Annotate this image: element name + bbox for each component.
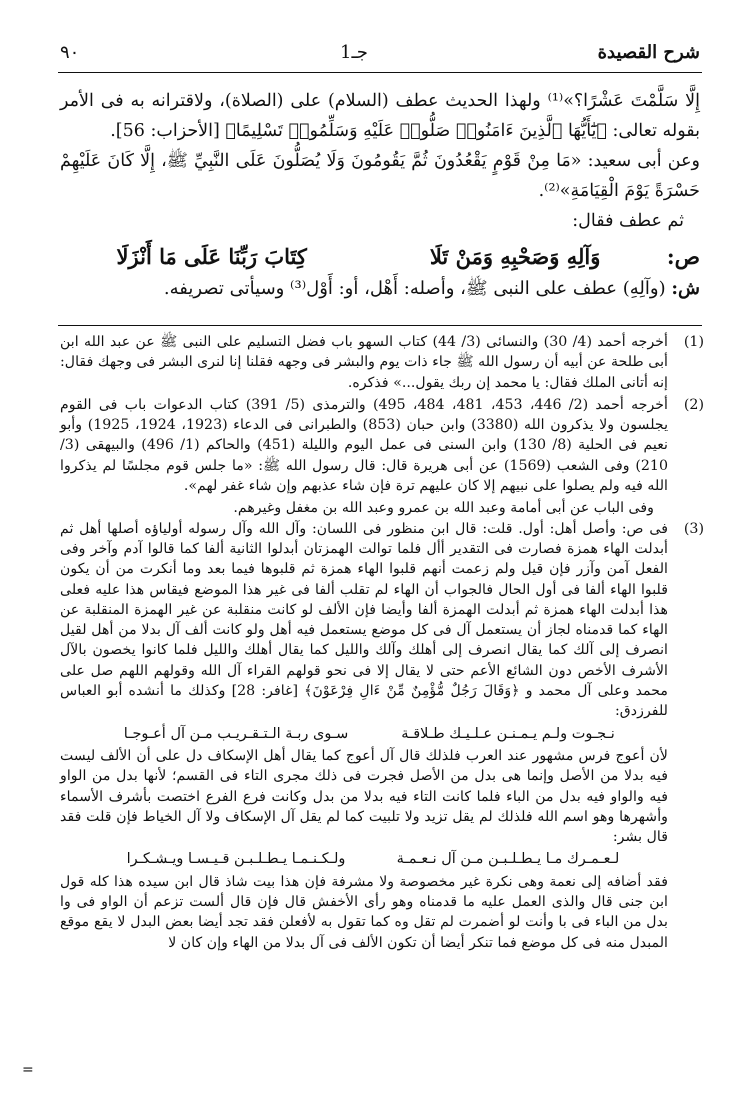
footnote-text: فى ص: وأصل أهل: أول. قلت: قال ابن منظور فى اللسان: وآل الله وآل رسوله أولياؤه أصلها أهل ثم أبدلت الهاء همزة فصارت فى التقدير أأل فلما توالت الهمزتان أبدلوا الثانية ألفا كما قالوا آدم وآخر وفى الفعل آمن وآزر فإن قيل ولم زعمت أنهم قلبوا الهاء همزة ثم قلبوها فيما بعد وما أنكرت من أن يكون قلبوا الهاء ألفا فى أول الحال فالجواب أن الهاء لم تقلب ألفا فى غير هذا الموضع فيقاس هذا عليه فعلى هذا أبدلت الهاء همزة ثم أبدلت الهمزة ألفا وأيضا فإن الألف لو كانت منقلبة عن غير الهمزة المنقلبة عن الهاء كما قدمناه لجاز أن يستعمل آل فى كل موضع يستعمل فيه أهل ولو كانت ألف آل بدلا من أهل لقيل انصرف إلى آلك كما يقال انصرف إلى أهلك وآلك والليل كما يقال أهلك والليل فلما كانوا يخصون بالآل الأشرف الأخص دون الشائع الأعم حتى لا يقال إلا فى نحو قولهم القراء آل الله وقولهم اللهم صل على محمد وعلى آل محمد و ﴿وَقَالَ رَجُلٌ مُّؤْمِنٌ مِّنْ ءَالِ فِرْعَوْنَ﴾ [غافر: 28] وكذلك ما أنشده أبو العباس للفرزدق: — [60, 520, 668, 720]
footnote-poem-verse-2 — [60, 849, 704, 869]
footnote-divider — [58, 325, 702, 326]
footnote-number: (2) — [683, 396, 704, 413]
footnote-poem-verse-1 — [60, 724, 704, 744]
footnote-number: (1) — [683, 334, 704, 350]
header-divider — [58, 72, 702, 73]
main-paragraph-3: ثم عطف فقال: — [572, 211, 684, 231]
verse-label: ص: — [666, 244, 700, 269]
verse-first-hemistich: وَآلِهِ وَصَحْبِهِ وَمَنْ تَلَا — [429, 244, 601, 269]
footnotes — [60, 332, 704, 953]
footnote-3 — [60, 519, 704, 722]
main-paragraph-1: إِلَّا سَلَّمْتَ عَشْرًا؟»⁽¹⁾ ولهذا الحديث عطف (السلام) على (الصلاة)، ولاقترانه به فى الأمر بقوله تعالى: ﴿يَٰٓأَيُّهَا ٱلَّذِينَ ءَامَنُوا۟ صَلُّوا۟ عَلَيْهِ وَسَلِّمُوا۟ تَسْلِيمًا﴾ [الأحزاب: 56]. — [60, 91, 701, 141]
footnote-text: أخرجه أحمد (2/ 446، 453، 481، 484، 495) والترمذى (5/ 391) كتاب الدعوات باب فى القوم يجلسون ولا يذكرون الله (3380) وابن حبان (853) والطبرانى فى الدعاء (1923، 1924، 1925) وأبو نعيم فى الحلية (8/ 130) وابن السنى فى عمل اليوم والليلة (451) والحاكم (1/ 496) والبيهقى (3/ 210) وفى الشعب (1569) عن أبى هريرة قال: قال رسول الله ﷺ: «ما جلس قوم مجلسًا لم يذكروا الله فيه ولم يصلوا على نبيهم إلا كان عليهم ترة فإن شاء عذبهم وإن شاء غفر لهم». — [60, 396, 669, 495]
verse-first-hemistich: لـعـمـرك مـا يـطـلـبـن مـن آل نـعـمـة — [396, 851, 620, 868]
footnote-2-extra: وفى الباب عن أبى أمامة وعبد الله بن عمرو وعبد الله بن مغفل وغيرهم. — [233, 500, 654, 517]
page-header — [60, 40, 700, 70]
commentary-label: ش: — [671, 278, 700, 299]
footnote-1 — [60, 332, 704, 393]
verse-second-hemistich: كِتَابَ رَبِّنَا عَلَى مَا أَنْزَلَا — [116, 244, 307, 269]
main-text — [60, 86, 700, 304]
volume-label: جـ1 — [340, 42, 368, 63]
footnote-number: (3) — [683, 520, 704, 537]
continuation-mark: = — [22, 1062, 34, 1078]
footnote-3-continued: لأن أعوج فرس مشهور عند العرب فلذلك قال آل أعوج كما يقال أهل الإسكاف دل على أن الألف ليست فيه بدلا من الأصل وإنما هى بدل من الأصل فجرت فى ذلك مجرى التاء فى القسم؛ لأنها بدل من الواو فيه والواو فيه بدل من الباء فلما كانت التاء فيه بدلا من بدل وكانت فرع الفرع اختصت بأشرف الأسماء وأشهرها وهو اسم الله فلذلك لم يقل تزيد ولا تلبيت كما لم يقل آل الإسكاف ولا آل الخياط فإن قلت فقد قال بشر: — [60, 747, 668, 846]
poem-verse — [60, 240, 700, 274]
verse-first-hemistich: نـجـوت ولـم يـمـنـن عـلـيـك طـلاقـة — [401, 725, 615, 742]
running-title: شرح القصيدة — [597, 42, 700, 63]
main-paragraph-2: وعن أبى سعيد: «مَا مِنْ قَوْمٍ يَقْعُدُونَ ثُمَّ يَقُومُونَ وَلَا يُصَلُّونَ عَلَى النَّبِيِّ ﷺ، إِلَّا كَانَ عَلَيْهِمْ حَسْرَةً يَوْمَ الْقِيَامَةِ»⁽²⁾. — [60, 151, 700, 201]
page-number: ٩٠ — [60, 42, 80, 63]
commentary-text: (وآلِهِ) عطف على النبى ﷺ، وأصله: أَهْل، أو: أَوْل⁽³⁾ وسيأتى تصريفه. — [163, 278, 666, 299]
footnote-3-continued: فقد أضافه إلى نعمة وهى نكرة غير مخصوصة ولا مشرفة فإن هذا بيت شاذ قال ابن سيده هذا كله قول ابن جنى قال والذى العمل عليه ما قدمناه وهو رأى الأخفش قال فإن قال ألست تزعم أن الواو فى وا بدل من الباء فى با وأنت لو أضمرت لم تقل وه كما تقول به لأفعلن فقد تجد أيضا بعض البدل لا يقع موقع المبدل منه فى كل موضع فما تنكر أيضا أن تكون الألف فى آل بدلا من الهاء وإن كان لا — [60, 873, 668, 951]
commentary-line — [60, 274, 700, 304]
verse-second-hemistich: سـوى ربـة الـتـقـريـب مـن آل أعـوجـا — [123, 725, 349, 742]
footnote-2 — [60, 395, 704, 496]
verse-second-hemistich: ولـكـنـمـا يـطـلـبـن قـيـسـا ويـشـكـرا — [126, 851, 346, 868]
footnote-text: أخرجه أحمد (4/ 30) والنسائى (3/ 44) كتاب السهو باب فضل التسليم على النبى ﷺ عن عبد الله ابن أبى طلحة عن أبيه أن رسول الله ﷺ جاء ذات يوم والبشر فى وجهه فقلنا إنا لنرى البشر فى وجهك فقال: إنه أتانى الملك فقال: يا محمد إن ربك يقول...» فذكره. — [60, 334, 668, 391]
